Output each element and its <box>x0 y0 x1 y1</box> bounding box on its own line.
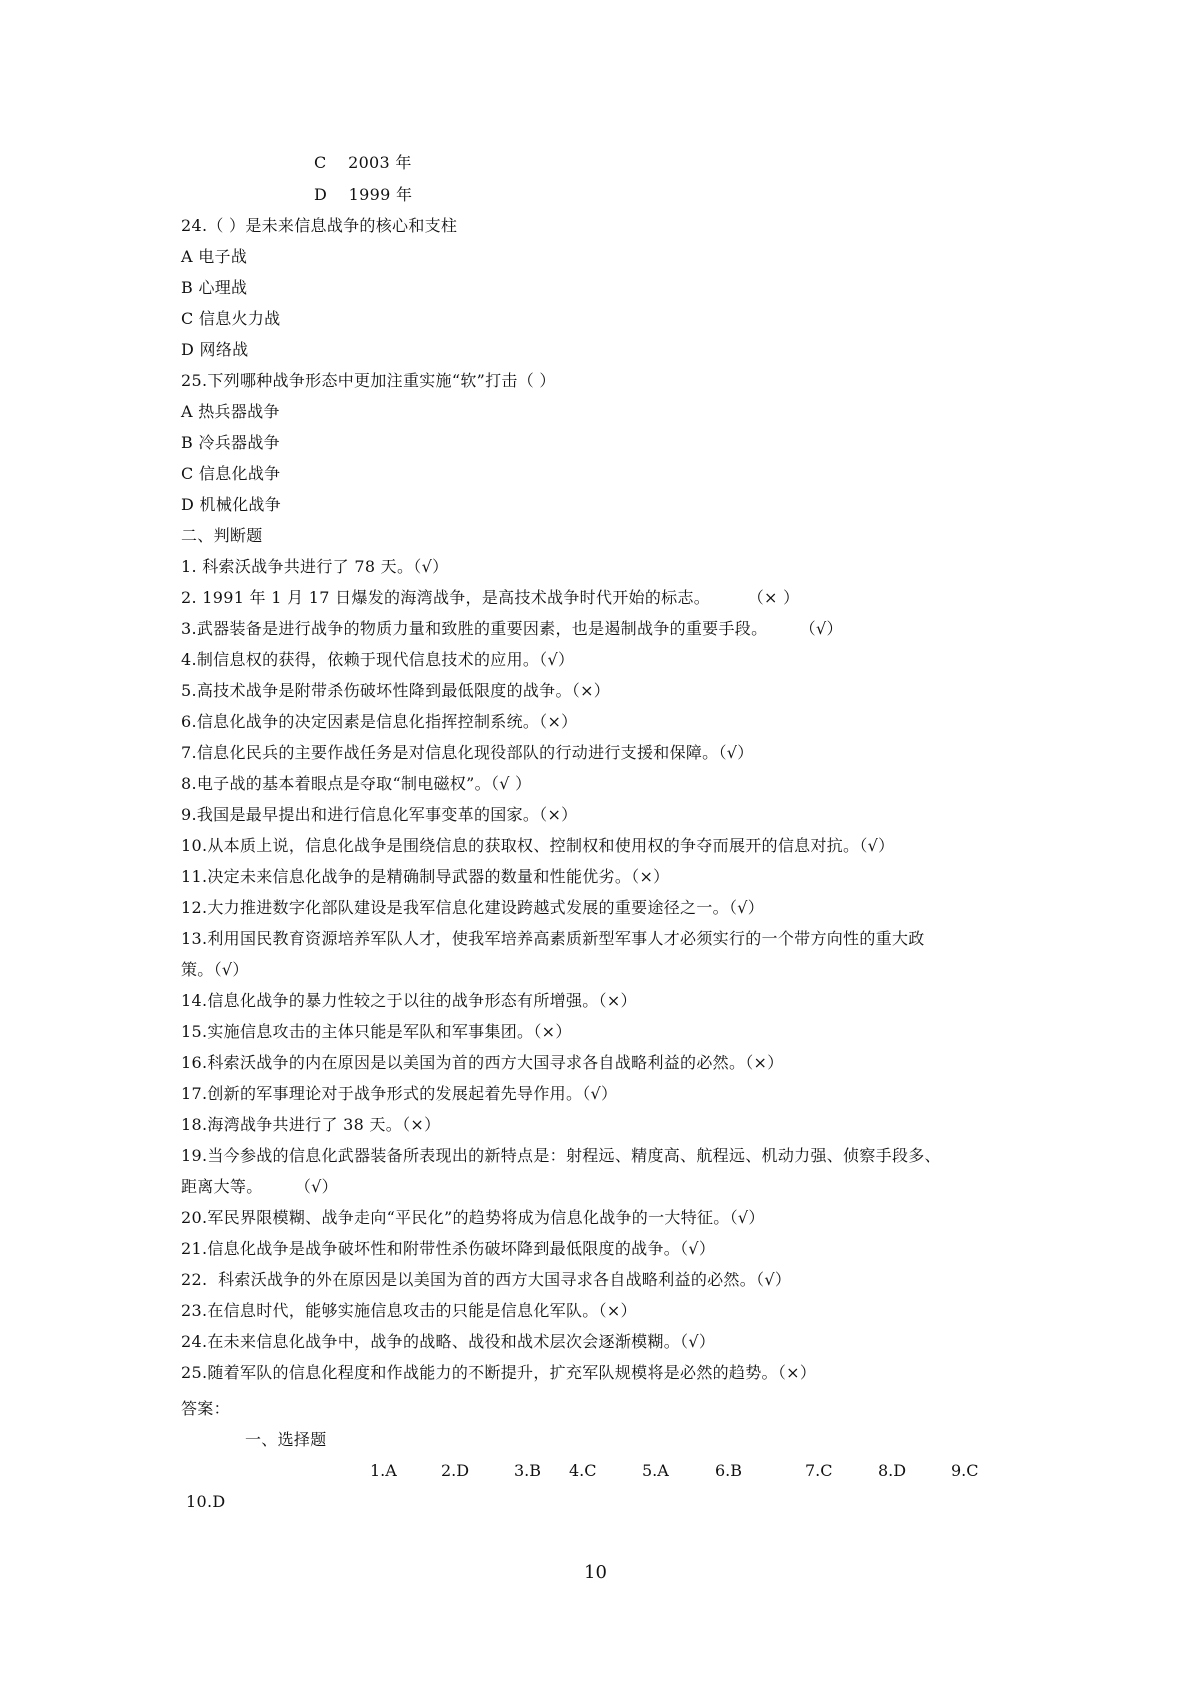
question-24-option-c: C 信息火力战 <box>181 309 281 328</box>
question-25-stem: 25.下列哪种战争形态中更加注重实施“软”打击（ ） <box>181 371 556 390</box>
judgment-item: 23.在信息时代，能够实施信息攻击的只能是信息化军队。（×） <box>181 1301 637 1320</box>
judgment-item: 9.我国是最早提出和进行信息化军事变革的国家。（×） <box>181 805 578 824</box>
judgment-item: 24.在未来信息化战争中，战争的战略、战役和战术层次会逐渐模糊。（√） <box>181 1332 716 1351</box>
answers-title: 答案： <box>181 1399 230 1418</box>
page-number: 10 <box>584 1562 607 1583</box>
question-25-option-b: B 冷兵器战争 <box>181 433 280 452</box>
judgment-item: 6.信息化战争的决定因素是信息化指挥控制系统。（×） <box>181 712 578 731</box>
question-25-option-d: D 机械化战争 <box>181 495 282 514</box>
question-24-option-d: D 网络战 <box>181 340 249 359</box>
question-25-option-a: A 热兵器战争 <box>181 402 280 421</box>
answer-item: 4.C <box>569 1461 597 1480</box>
answer-item-last: 10.D <box>186 1492 226 1511</box>
answers-section-1-title: 一、选择题 <box>245 1430 327 1449</box>
answer-item: 6.B <box>715 1461 743 1480</box>
answer-item: 5.A <box>642 1461 669 1480</box>
prev-option-d: D 1999 年 <box>314 185 413 204</box>
judgment-item: 22. 科索沃战争的外在原因是以美国为首的西方大国寻求各自战略利益的必然。（√） <box>181 1270 792 1289</box>
judgment-item: 17.创新的军事理论对于战争形式的发展起着先导作用。（√） <box>181 1084 618 1103</box>
judgment-item: 1. 科索沃战争共进行了 78 天。（√） <box>181 557 449 576</box>
prev-option-c: C 2003 年 <box>314 153 412 172</box>
judgment-item: 20.军民界限模糊、战争走向“平民化”的趋势将成为信息化战争的一大特征。（√） <box>181 1208 765 1227</box>
judgment-item: 25.随着军队的信息化程度和作战能力的不断提升，扩充军队规模将是必然的趋势。（×） <box>181 1363 817 1382</box>
answer-item: 8.D <box>878 1461 907 1480</box>
judgment-item: 12.大力推进数字化部队建设是我军信息化建设跨越式发展的重要途径之一。（√） <box>181 898 765 917</box>
judgment-item: 18.海湾战争共进行了 38 天。（×） <box>181 1115 441 1134</box>
answer-item: 2.D <box>441 1461 470 1480</box>
judgment-item: 7.信息化民兵的主要作战任务是对信息化现役部队的行动进行支援和保障。（√） <box>181 743 754 762</box>
answer-item: 3.B <box>514 1461 542 1480</box>
judgment-item: 11.决定未来信息化战争的是精确制导武器的数量和性能优劣。（×） <box>181 867 670 886</box>
judgment-item: 8.电子战的基本着眼点是夺取“制电磁权”。（√ ） <box>181 774 532 793</box>
judgment-item: 13.利用国民教育资源培养军队人才，使我军培养高素质新型军事人才必须实行的一个带方向性的重大政 <box>181 929 925 948</box>
question-24-stem: 24.（ ）是未来信息战争的核心和支柱 <box>181 216 458 235</box>
judgment-item: 19.当今参战的信息化武器装备所表现出的新特点是：射程远、精度高、航程远、机动力强、侦察手段多、 <box>181 1146 941 1165</box>
answer-item: 9.C <box>951 1461 979 1480</box>
judgment-item: 10.从本质上说，信息化战争是围绕信息的获取权、控制权和使用权的争夺而展开的信息对抗。（√） <box>181 836 895 855</box>
judgment-item: 5.高技术战争是附带杀伤破坏性降到最低限度的战争。（×） <box>181 681 611 700</box>
judgment-item: 16.科索沃战争的内在原因是以美国为首的西方大国寻求各自战略利益的必然。（×） <box>181 1053 784 1072</box>
question-25-option-c: C 信息化战争 <box>181 464 281 483</box>
section-2-title: 二、判断题 <box>181 526 263 545</box>
answer-item: 1.A <box>370 1461 397 1480</box>
judgment-item: 3.武器装备是进行战争的物质力量和致胜的重要因素，也是遏制战争的重要手段。 （√） <box>181 619 843 638</box>
judgment-item-continuation: 距离大等。 （√） <box>181 1177 338 1196</box>
question-24-option-b: B 心理战 <box>181 278 248 297</box>
question-24-option-a: A 电子战 <box>181 247 248 266</box>
judgment-item: 15.实施信息攻击的主体只能是军队和军事集团。（×） <box>181 1022 572 1041</box>
judgment-item: 2. 1991 年 1 月 17 日爆发的海湾战争，是高技术战争时代开始的标志。 （× ） <box>181 588 800 607</box>
judgment-item: 14.信息化战争的暴力性较之于以往的战争形态有所增强。（×） <box>181 991 637 1010</box>
judgment-item: 4.制信息权的获得，依赖于现代信息技术的应用。（√） <box>181 650 575 669</box>
answers-row <box>0 1461 1191 1481</box>
judgment-item-continuation: 策。（√） <box>181 960 249 979</box>
answer-item: 7.C <box>805 1461 833 1480</box>
judgment-item: 21.信息化战争是战争破坏性和附带性杀伤破坏降到最低限度的战争。（√） <box>181 1239 716 1258</box>
